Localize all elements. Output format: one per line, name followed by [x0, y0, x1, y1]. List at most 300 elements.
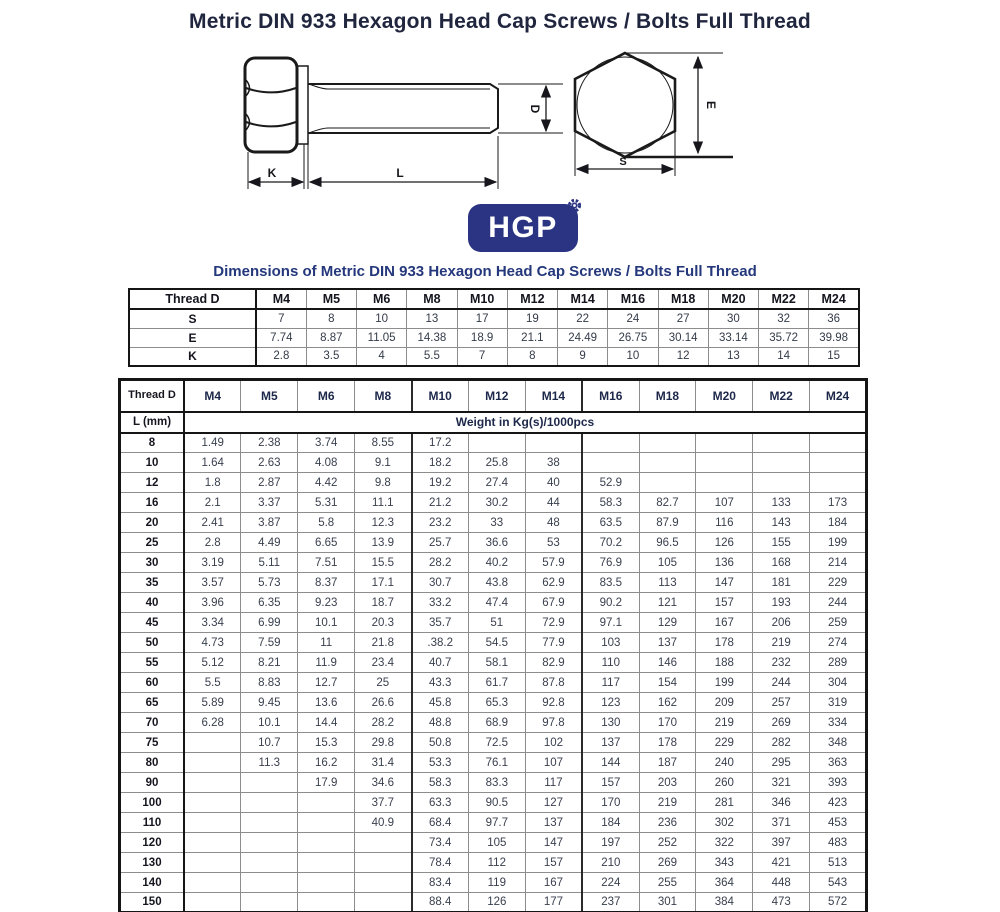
- length-value: 150: [120, 893, 185, 912]
- weight-cell: 17.9: [298, 773, 355, 793]
- length-value: 35: [120, 573, 185, 593]
- table-row: [120, 773, 867, 793]
- weight-cell: 2.63: [241, 453, 298, 473]
- weight-cell: 44: [525, 493, 582, 513]
- weight-cell: [753, 433, 810, 453]
- weight-cell: 105: [639, 553, 696, 573]
- weight-cell: 43.8: [468, 573, 525, 593]
- weight-cell: 240: [696, 753, 753, 773]
- weight-cell: 6.65: [298, 533, 355, 553]
- weight-cell: 2.1: [184, 493, 241, 513]
- weight-cell: 30.7: [412, 573, 469, 593]
- weight-cell: [184, 813, 241, 833]
- weight-cell: 184: [810, 513, 867, 533]
- weight-cell: 154: [639, 673, 696, 693]
- weight-cell: 14.4: [298, 713, 355, 733]
- table-cell: 21.1: [507, 328, 557, 347]
- weight-cell: 199: [810, 533, 867, 553]
- weight-cell: [241, 833, 298, 853]
- corner-header: Thread D: [120, 380, 185, 412]
- weight-cell: 82.9: [525, 653, 582, 673]
- length-value: 90: [120, 773, 185, 793]
- weight-cell: [298, 793, 355, 813]
- weight-cell: 88.4: [412, 893, 469, 912]
- weight-cell: 343: [696, 853, 753, 873]
- length-value: 45: [120, 613, 185, 633]
- weight-cell: 334: [810, 713, 867, 733]
- weight-cell: 193: [753, 593, 810, 613]
- length-value: 120: [120, 833, 185, 853]
- bolt-end-view-drawing: [575, 53, 733, 176]
- length-value: 30: [120, 553, 185, 573]
- weight-cell: 229: [696, 733, 753, 753]
- weight-cell: 319: [810, 693, 867, 713]
- length-value: 65: [120, 693, 185, 713]
- weight-cell: 38: [525, 453, 582, 473]
- weight-table: [118, 378, 868, 912]
- weight-cell: 147: [525, 833, 582, 853]
- weight-cell: [241, 793, 298, 813]
- table-cell: 39.98: [809, 328, 859, 347]
- weight-cell: 113: [639, 573, 696, 593]
- weight-cell: 371: [753, 813, 810, 833]
- weight-cell: [355, 893, 412, 912]
- table-cell: 8: [507, 347, 557, 366]
- weight-cell: 58.1: [468, 653, 525, 673]
- table-caption: Dimensions of Metric DIN 933 Hexagon Head Cap Screws / Bolts Full Thread: [213, 263, 757, 280]
- weight-cell: [298, 853, 355, 873]
- weight-cell: 5.8: [298, 513, 355, 533]
- weight-cell: 130: [582, 713, 639, 733]
- weight-cell: 28.2: [412, 553, 469, 573]
- weight-cell: 30.2: [468, 493, 525, 513]
- weight-cell: 40.7: [412, 653, 469, 673]
- weight-cell: 37.7: [355, 793, 412, 813]
- weight-cell: 363: [810, 753, 867, 773]
- corner-header: Thread D: [129, 289, 256, 309]
- weight-cell: [184, 773, 241, 793]
- weight-cell: 137: [639, 633, 696, 653]
- weight-cell: 52.9: [582, 473, 639, 493]
- weight-cell: [298, 813, 355, 833]
- weight-cell: 11.9: [298, 653, 355, 673]
- table-cell: 19: [507, 309, 557, 328]
- weight-cell: 48.8: [412, 713, 469, 733]
- table-cell: 32: [759, 309, 809, 328]
- table-row: [120, 573, 867, 593]
- table-row: [129, 347, 859, 366]
- weight-cell: 302: [696, 813, 753, 833]
- weight-cell: 12.7: [298, 673, 355, 693]
- column-header: M12: [507, 289, 557, 309]
- weight-cell: [184, 893, 241, 912]
- length-value: 25: [120, 533, 185, 553]
- weight-cell: [810, 473, 867, 493]
- weight-cell: 2.87: [241, 473, 298, 493]
- weight-cell: 137: [525, 813, 582, 833]
- weight-cell: 53: [525, 533, 582, 553]
- weight-cell: 136: [696, 553, 753, 573]
- weight-cell: [639, 473, 696, 493]
- weight-cell: 7.59: [241, 633, 298, 653]
- table-row: [120, 633, 867, 653]
- table-cell: 30: [708, 309, 758, 328]
- length-value: 140: [120, 873, 185, 893]
- table-row: [120, 513, 867, 533]
- weight-cell: 5.12: [184, 653, 241, 673]
- weight-cell: 87.8: [525, 673, 582, 693]
- weight-cell: 219: [639, 793, 696, 813]
- weight-cell: 184: [582, 813, 639, 833]
- weight-cell: [753, 453, 810, 473]
- weight-cell: [468, 433, 525, 453]
- weight-cell: 83.3: [468, 773, 525, 793]
- weight-cell: 102: [525, 733, 582, 753]
- weight-cell: 295: [753, 753, 810, 773]
- weight-cell: 397: [753, 833, 810, 853]
- weight-cell: 244: [810, 593, 867, 613]
- weight-cell: 199: [696, 673, 753, 693]
- dim-label-d: D: [528, 104, 542, 114]
- weight-cell: 90.2: [582, 593, 639, 613]
- weight-cell: 143: [753, 513, 810, 533]
- weight-cell: 126: [468, 893, 525, 912]
- table-row: [120, 473, 867, 493]
- weight-cell: 244: [753, 673, 810, 693]
- weight-cell: 50.8: [412, 733, 469, 753]
- table-row: [120, 813, 867, 833]
- weight-cell: 3.87: [241, 513, 298, 533]
- weight-cell: 19.2: [412, 473, 469, 493]
- weight-cell: 206: [753, 613, 810, 633]
- weight-cell: 384: [696, 893, 753, 912]
- weight-cell: 10.1: [241, 713, 298, 733]
- weight-cell: 73.4: [412, 833, 469, 853]
- table-cell: 5.5: [407, 347, 457, 366]
- weight-cell: 127: [525, 793, 582, 813]
- weight-cell: 129: [639, 613, 696, 633]
- weight-cell: 76.1: [468, 753, 525, 773]
- weight-cell: 15.5: [355, 553, 412, 573]
- weight-cell: 3.57: [184, 573, 241, 593]
- weight-cell: 67.9: [525, 593, 582, 613]
- weight-cell: [525, 433, 582, 453]
- weight-cell: 77.9: [525, 633, 582, 653]
- weight-cell: 62.9: [525, 573, 582, 593]
- table-row: [120, 653, 867, 673]
- weight-cell: 3.74: [298, 433, 355, 453]
- weight-cell: 257: [753, 693, 810, 713]
- weight-cell: 47.4: [468, 593, 525, 613]
- bolt-technical-drawing: [233, 48, 778, 208]
- weight-cell: 13.9: [355, 533, 412, 553]
- weight-cell: [298, 893, 355, 912]
- weight-cell: 68.4: [412, 813, 469, 833]
- weight-cell: 168: [753, 553, 810, 573]
- weight-cell: 18.2: [412, 453, 469, 473]
- weight-cell: 197: [582, 833, 639, 853]
- length-column-label: L (mm): [120, 412, 185, 433]
- weight-cell: 224: [582, 873, 639, 893]
- weight-cell: 25: [355, 673, 412, 693]
- weight-cell: 2.8: [184, 533, 241, 553]
- table-cell: 14: [759, 347, 809, 366]
- weight-cell: 21.8: [355, 633, 412, 653]
- weight-cell: [184, 793, 241, 813]
- weight-cell: 8.83: [241, 673, 298, 693]
- table-cell: 13: [708, 347, 758, 366]
- weight-cell: 83.4: [412, 873, 469, 893]
- table-cell: 7: [457, 347, 507, 366]
- weight-cell: 48: [525, 513, 582, 533]
- weight-units-header: Weight in Kg(s)/1000pcs: [184, 412, 867, 433]
- table-row: [120, 613, 867, 633]
- length-value: 10: [120, 453, 185, 473]
- dim-label-s: S: [619, 156, 627, 168]
- weight-cell: 260: [696, 773, 753, 793]
- weight-cell: 34.6: [355, 773, 412, 793]
- weight-cell: 177: [525, 893, 582, 912]
- table-cell: 11.05: [357, 328, 407, 347]
- weight-cell: 70.2: [582, 533, 639, 553]
- weight-cell: 210: [582, 853, 639, 873]
- table-cell: 10: [357, 309, 407, 328]
- table-cell: 27: [658, 309, 708, 328]
- length-value: 110: [120, 813, 185, 833]
- header-row: [120, 380, 867, 412]
- weight-cell: 453: [810, 813, 867, 833]
- weight-cell: 252: [639, 833, 696, 853]
- length-value: 130: [120, 853, 185, 873]
- weight-cell: [241, 813, 298, 833]
- weight-cell: 26.6: [355, 693, 412, 713]
- table-cell: 30.14: [658, 328, 708, 347]
- length-value: 16: [120, 493, 185, 513]
- weight-cell: 203: [639, 773, 696, 793]
- row-label: E: [129, 328, 256, 347]
- weight-cell: [810, 433, 867, 453]
- weight-cell: 4.49: [241, 533, 298, 553]
- weight-cell: 45.8: [412, 693, 469, 713]
- weight-cell: 237: [582, 893, 639, 912]
- weight-cell: 157: [582, 773, 639, 793]
- weight-cell: 36.6: [468, 533, 525, 553]
- length-value: 70: [120, 713, 185, 733]
- weight-cell: 11: [298, 633, 355, 653]
- weight-cell: 23.4: [355, 653, 412, 673]
- column-header: M5: [306, 289, 356, 309]
- table-cell: 7: [256, 309, 306, 328]
- weight-cell: 117: [582, 673, 639, 693]
- weight-cell: 18.7: [355, 593, 412, 613]
- weight-cell: 57.9: [525, 553, 582, 573]
- weight-cell: 28.2: [355, 713, 412, 733]
- weight-cell: [582, 453, 639, 473]
- weight-cell: 346: [753, 793, 810, 813]
- weight-cell: 259: [810, 613, 867, 633]
- weight-cell: 35.7: [412, 613, 469, 633]
- column-header: M8: [355, 380, 412, 412]
- weight-cell: 2.41: [184, 513, 241, 533]
- weight-cell: 178: [639, 733, 696, 753]
- weight-cell: 9.23: [298, 593, 355, 613]
- bolt-side-view-drawing: [245, 58, 563, 189]
- weight-cell: 473: [753, 893, 810, 912]
- length-value: 75: [120, 733, 185, 753]
- weight-cell: .38.2: [412, 633, 469, 653]
- weight-cell: 219: [753, 633, 810, 653]
- weight-cell: 421: [753, 853, 810, 873]
- weight-cell: 5.89: [184, 693, 241, 713]
- table-row: [120, 693, 867, 713]
- column-header: M10: [412, 380, 469, 412]
- weight-cell: 12.3: [355, 513, 412, 533]
- weight-cell: 483: [810, 833, 867, 853]
- weight-cell: 61.7: [468, 673, 525, 693]
- weight-cell: [582, 433, 639, 453]
- table-cell: 33.14: [708, 328, 758, 347]
- table-row: [120, 873, 867, 893]
- table-cell: 8.87: [306, 328, 356, 347]
- weight-cell: 7.51: [298, 553, 355, 573]
- weight-cell: [298, 833, 355, 853]
- weight-cell: [184, 833, 241, 853]
- weight-cell: 157: [696, 593, 753, 613]
- weight-cell: 53.3: [412, 753, 469, 773]
- weight-cell: 58.3: [582, 493, 639, 513]
- table-row: [120, 753, 867, 773]
- weight-cell: [639, 433, 696, 453]
- weight-cell: 448: [753, 873, 810, 893]
- weight-cell: 3.37: [241, 493, 298, 513]
- weight-cell: 348: [810, 733, 867, 753]
- weight-cell: 513: [810, 853, 867, 873]
- weight-cell: 209: [696, 693, 753, 713]
- weight-cell: 110: [582, 653, 639, 673]
- weight-cell: 29.8: [355, 733, 412, 753]
- length-value: 40: [120, 593, 185, 613]
- column-header: M6: [298, 380, 355, 412]
- weight-cell: 5.5: [184, 673, 241, 693]
- weight-cell: 178: [696, 633, 753, 653]
- weight-cell: 83.5: [582, 573, 639, 593]
- column-header: M16: [608, 289, 658, 309]
- length-value: 8: [120, 433, 185, 453]
- weight-cell: 137: [582, 733, 639, 753]
- weight-cell: [355, 873, 412, 893]
- hgp-logo-text: HGP: [488, 211, 558, 244]
- weight-cell: 54.5: [468, 633, 525, 653]
- weight-cell: 1.8: [184, 473, 241, 493]
- table-row: [120, 853, 867, 873]
- weight-cell: 17.2: [412, 433, 469, 453]
- column-header: M22: [759, 289, 809, 309]
- table-cell: 36: [809, 309, 859, 328]
- weight-cell: 133: [753, 493, 810, 513]
- table-cell: 14.38: [407, 328, 457, 347]
- weight-cell: 27.4: [468, 473, 525, 493]
- column-header: M22: [753, 380, 810, 412]
- length-value: 100: [120, 793, 185, 813]
- table-row: [129, 309, 859, 328]
- weight-cell: 25.8: [468, 453, 525, 473]
- weight-cell: 13.6: [298, 693, 355, 713]
- weight-cell: [810, 453, 867, 473]
- weight-cell: 63.3: [412, 793, 469, 813]
- column-header: M12: [468, 380, 525, 412]
- weight-cell: 269: [753, 713, 810, 733]
- weight-cell: 40: [525, 473, 582, 493]
- weight-cell: 289: [810, 653, 867, 673]
- table-cell: 35.72: [759, 328, 809, 347]
- weight-cell: 274: [810, 633, 867, 653]
- column-header: M4: [256, 289, 306, 309]
- weight-cell: 33.2: [412, 593, 469, 613]
- weight-cell: [241, 773, 298, 793]
- weight-cell: 97.8: [525, 713, 582, 733]
- weight-cell: 16.2: [298, 753, 355, 773]
- weight-cell: [753, 473, 810, 493]
- weight-cell: 63.5: [582, 513, 639, 533]
- weight-cell: 121: [639, 593, 696, 613]
- weight-cell: [184, 733, 241, 753]
- column-header: M16: [582, 380, 639, 412]
- weight-cell: 97.7: [468, 813, 525, 833]
- weight-cell: 255: [639, 873, 696, 893]
- weight-cell: 117: [525, 773, 582, 793]
- weight-cell: 17.1: [355, 573, 412, 593]
- weight-cell: 9.8: [355, 473, 412, 493]
- weight-cell: 2.38: [241, 433, 298, 453]
- column-header: M6: [357, 289, 407, 309]
- weight-cell: 65.3: [468, 693, 525, 713]
- table-cell: 24.49: [558, 328, 608, 347]
- weight-cell: 8.37: [298, 573, 355, 593]
- weight-cell: 9.1: [355, 453, 412, 473]
- table-cell: 7.74: [256, 328, 306, 347]
- table-cell: 26.75: [608, 328, 658, 347]
- weight-cell: 58.3: [412, 773, 469, 793]
- length-value: 60: [120, 673, 185, 693]
- length-value: 12: [120, 473, 185, 493]
- weight-cell: 6.99: [241, 613, 298, 633]
- table-row: [120, 553, 867, 573]
- table-row: [120, 593, 867, 613]
- weight-cell: 123: [582, 693, 639, 713]
- dim-label-k: K: [267, 166, 277, 180]
- column-header: M24: [809, 289, 859, 309]
- weight-cell: 112: [468, 853, 525, 873]
- table-cell: 22: [558, 309, 608, 328]
- weight-cell: 90.5: [468, 793, 525, 813]
- weight-cell: 5.73: [241, 573, 298, 593]
- weight-cell: 4.42: [298, 473, 355, 493]
- column-header: M20: [696, 380, 753, 412]
- table-row: [120, 833, 867, 853]
- head-dimensions-table: [128, 288, 860, 367]
- weight-cell: 187: [639, 753, 696, 773]
- column-header: M10: [457, 289, 507, 309]
- weight-cell: 11.1: [355, 493, 412, 513]
- weight-cell: 321: [753, 773, 810, 793]
- weight-cell: 23.2: [412, 513, 469, 533]
- weight-cell: 188: [696, 653, 753, 673]
- weight-cell: 543: [810, 873, 867, 893]
- weight-cell: 10.1: [298, 613, 355, 633]
- weight-cell: 11.3: [241, 753, 298, 773]
- weight-cell: 72.5: [468, 733, 525, 753]
- header-row: [129, 289, 859, 309]
